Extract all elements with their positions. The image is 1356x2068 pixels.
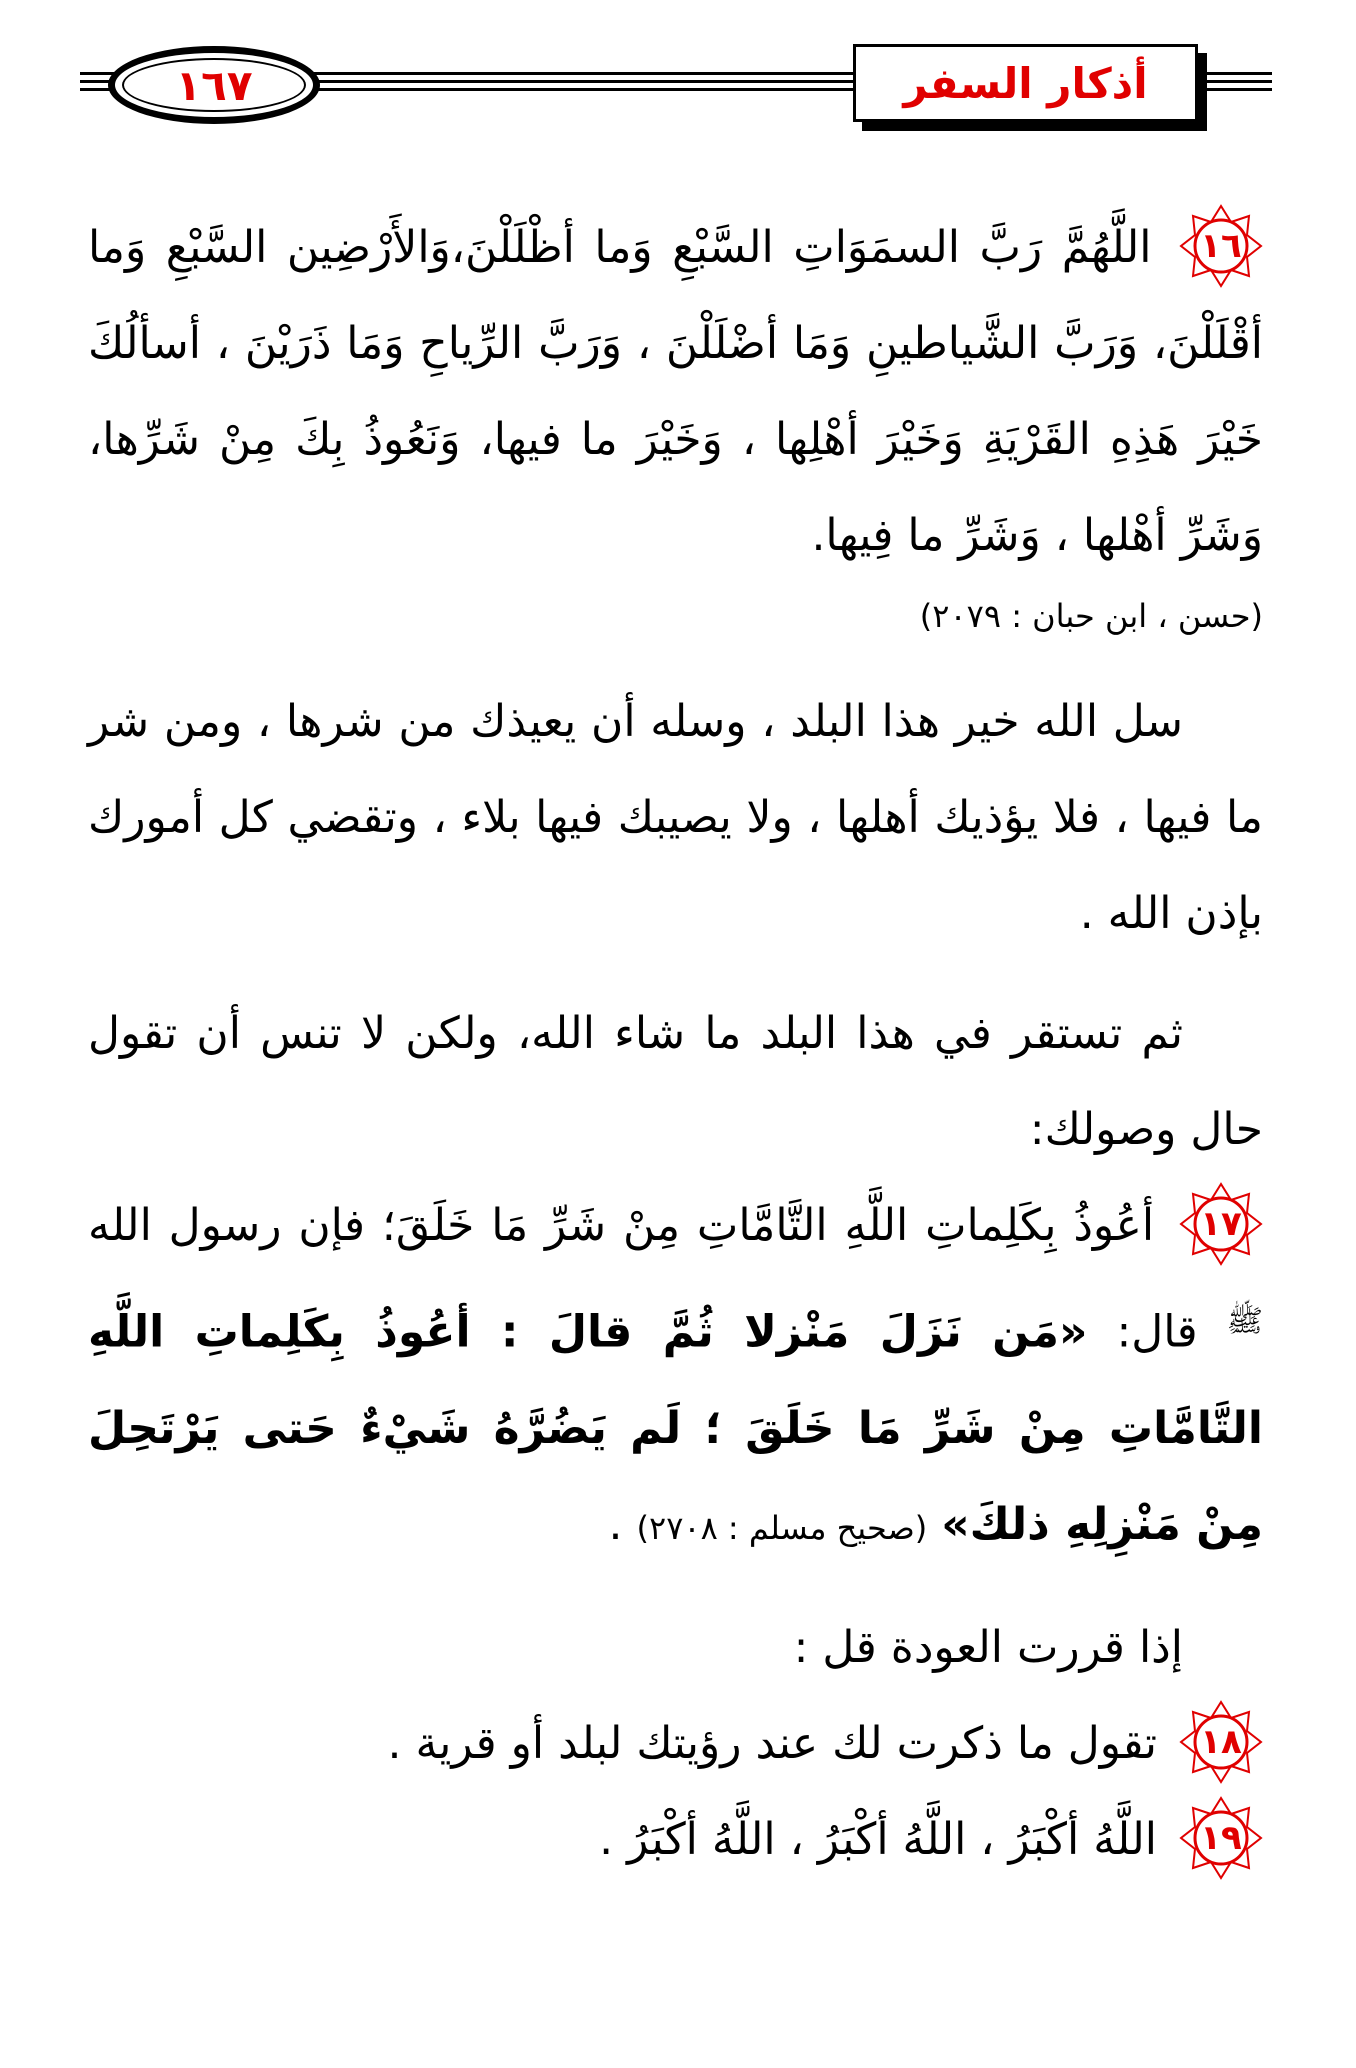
dua-number: ١٦ [1200,226,1242,266]
dua-17 [88,1178,1263,1576]
page-header [0,0,1356,140]
dua-text: أعُوذُ بِكَلِماتِ اللَّهِ التَّامَّاتِ مِنْ شَرِّ مَا خَلَقَ؛ فإن [298,1200,1155,1251]
dua-number-medal-17 [1179,1182,1263,1266]
dua-number-medal-16 [1179,204,1263,288]
header-rule-right [1200,72,1272,75]
salutation-glyph: ﷺ [1226,1304,1263,1339]
page-content [88,200,1263,1888]
paragraph-ask-good: سل الله خير هذا البلد ، وسله أن يعيذك من شرها ، ومن شر ما فيها ، فلا يؤذيك أهلها ، ولا يصيبك فيها بلاء ، وتقضي كل أمورك بإذن الله . [88,696,1263,939]
dua-number: ١٧ [1200,1204,1242,1244]
dua-19 [183,1792,1263,1888]
header-rule-right-2 [1200,80,1272,83]
hadith-intro: رسول الله [88,1200,282,1251]
dua-text: اللَّهُ أكْبَرُ ، اللَّهُ أكْبَرُ ، اللَّهُ أكْبَرُ . [599,1813,1157,1865]
header-rule-right-3 [1200,88,1272,91]
hadith-quote: «مَن نَزَلَ مَنْزلا ثُمَّ قالَ : أعُوذُ بِكَلِماتِ اللَّهِ التَّامَّاتِ مِنْ شَرِّ مَا خَلَقَ ؛ لَم يَضُرَّهُ شَيْءٌ حَتى يَرْتَحِلَ مِنْ مَنْزِلِهِ ذلكَ» [88,1306,1263,1550]
page-number: ١٦٧ [122,58,306,112]
hadith-end: . [608,1498,623,1550]
paragraph-settle: ثم تستقر في هذا البلد ما شاء الله، ولكن لا تنس أن تقول حال وصولك: [88,1008,1263,1155]
dua-number: ١٨ [1200,1721,1242,1762]
paragraph-return: إذا قررت العودة قل : [793,1621,1183,1673]
hadith-source: (صحيح مسلم : ٢٧٠٨) [636,1508,928,1547]
dua-text: تقول ما ذكرت لك عند رؤيتك لبلد أو قرية . [387,1717,1157,1769]
dua-text: اللَّهُمَّ رَبَّ السمَوَاتِ السَّبْعِ وَما أظْلَلْنَ،وَالأَرْضِين السَّبْعِ وَما أقْلَلْنَ، وَرَبَّ الشَّياطينِ وَمَا أضْلَلْنَ ، وَرَبَّ الرِّياحِ وَمَا ذَرَيْنَ ، أسألُكَ خَيْرَ هَذِهِ القَرْيَةِ وَخَيْرَ أهْلِها ، وَخَيْرَ ما فيها، وَنَعُوذُ بِكَ مِنْ شَرِّها، وَشَرِّ أهْلها ، وَشَرِّ ما فِيها. [88,222,1263,561]
chapter-title: أذكار السفر [853,44,1198,122]
page-number-badge [108,46,320,124]
dua-number: ١٩ [1200,1817,1242,1858]
hadith-said: قال: [1116,1306,1198,1358]
dua-number-medal-18 [1179,1700,1263,1784]
dua-number-medal-19 [1179,1796,1263,1880]
dua-18 [183,1696,1263,1792]
citation: (حسن ، ابن حبان : ٢٠٧٩) [919,597,1263,635]
dua-16 [88,200,1263,584]
